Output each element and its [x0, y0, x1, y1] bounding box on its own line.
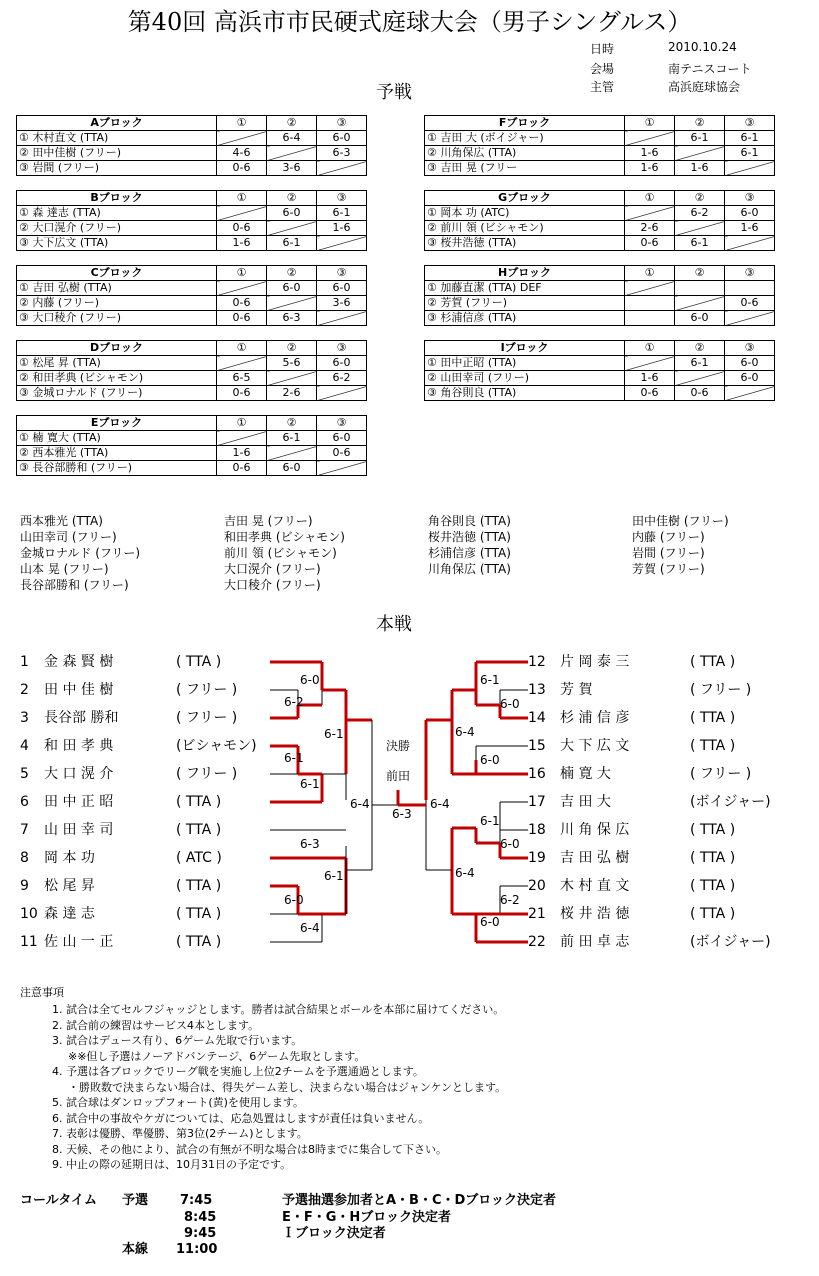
block-player: ② 前川 領 (ビシャモン)	[425, 221, 625, 236]
player-club: ( フリー )	[690, 766, 752, 782]
bracket-score: 6-1	[284, 751, 304, 765]
player-club: ( フリー )	[176, 682, 238, 698]
col-header: ②	[267, 191, 317, 206]
block-score	[725, 386, 775, 401]
draw-list-item: 芳賀 (フリー)	[632, 562, 705, 576]
block-score: 6-0	[267, 281, 317, 296]
block-player: ② 山田幸司 (フリー)	[425, 371, 625, 386]
col-header: ①	[217, 341, 267, 356]
block-score	[267, 221, 317, 236]
player-club: ( TTA )	[176, 654, 222, 670]
block-score	[675, 221, 725, 236]
player-no: 2	[20, 682, 29, 698]
player-name: 楠 寛 大	[560, 766, 611, 782]
player-club: (ビシャモン)	[176, 738, 257, 754]
block-player: ② 川角保広 (TTA)	[425, 146, 625, 161]
block-score: 6-2	[675, 206, 725, 221]
player-club: ( フリー )	[176, 766, 238, 782]
player-no: 15	[528, 738, 546, 754]
block-score: 2-6	[267, 386, 317, 401]
draw-list-item: 桜井浩徳 (TTA)	[428, 530, 511, 544]
col-header: ②	[675, 341, 725, 356]
block-player: ③ 岩間 (フリー)	[17, 161, 217, 176]
col-header: ①	[625, 191, 675, 206]
player-name: 大 下 広 文	[560, 738, 630, 754]
col-header: ①	[217, 416, 267, 431]
block-score: 0-6	[217, 161, 267, 176]
col-header: ②	[675, 191, 725, 206]
block-score: 0-6	[317, 446, 367, 461]
block-player: ③ 大下広文 (TTA)	[17, 236, 217, 251]
bracket-score: 6-1	[480, 814, 500, 828]
block-score	[625, 311, 675, 326]
block-score: 0-6	[217, 311, 267, 326]
player-no: 11	[20, 934, 38, 950]
bracket-score: 6-4	[455, 866, 475, 880]
block-score: 6-1	[675, 356, 725, 371]
block-score	[217, 206, 267, 221]
draw-list-col-2	[224, 513, 345, 593]
player-club: ( フリー )	[176, 710, 238, 726]
bracket-score: 6-0	[500, 837, 520, 851]
player-no: 9	[20, 878, 29, 894]
bracket-score: 6-0	[300, 673, 320, 687]
player-name: 吉 田 弘 樹	[560, 850, 630, 866]
note-item: 5. 試合球はダンロップフォート(黄)を使用します。	[52, 1096, 305, 1109]
col-header: ①	[217, 191, 267, 206]
player-name: 大 口 滉 介	[44, 766, 114, 782]
block-score	[625, 356, 675, 371]
block-player: ③ 金城ロナルド (フリー)	[17, 386, 217, 401]
draw-list-item: 西本雅光 (TTA)	[20, 514, 103, 528]
block-table-e	[16, 415, 367, 476]
block-score: 6-1	[675, 131, 725, 146]
col-header: ①	[217, 116, 267, 131]
calltime-desc: 予選抽選参加者とA・B・C・Dブロック決定者	[282, 1193, 557, 1208]
draw-list-item: 大口滉介 (フリー)	[224, 562, 321, 576]
block-name: Eブロック	[17, 416, 217, 431]
info-label-venue: 会場	[590, 62, 615, 76]
note-item: ・勝敗数で決まらない場合は、得失ゲーム差し、決まらない場合はジャンケンとします。	[68, 1080, 507, 1094]
block-score	[317, 236, 367, 251]
player-no: 6	[20, 794, 29, 810]
note-item: 3. 試合はデュース有り、6ゲーム先取で行います。	[52, 1034, 303, 1047]
block-player: ① 楠 寛大 (TTA)	[17, 431, 217, 446]
block-table-d	[16, 340, 367, 401]
block-player: ① 木村直文 (TTA)	[17, 131, 217, 146]
tournament-bracket	[0, 640, 819, 960]
block-player: ② 大口滉介 (フリー)	[17, 221, 217, 236]
col-header: ①	[625, 116, 675, 131]
player-club: ( TTA )	[176, 878, 222, 894]
block-player: ① 森 達志 (TTA)	[17, 206, 217, 221]
player-no: 17	[528, 794, 546, 810]
block-score	[267, 371, 317, 386]
prelim-title: 予戦	[376, 82, 412, 103]
final-score: 6-3	[392, 807, 412, 821]
block-score: 6-0	[675, 311, 725, 326]
block-score	[267, 146, 317, 161]
player-club: ( ATC )	[176, 850, 222, 866]
info-value-venue: 南テニスコート	[668, 62, 752, 76]
block-score	[725, 161, 775, 176]
block-table-a	[16, 115, 367, 176]
player-no: 3	[20, 710, 29, 726]
block-score: 0-6	[217, 461, 267, 476]
block-score	[675, 371, 725, 386]
block-score: 6-0	[725, 356, 775, 371]
draw-list-item: 金城ロナルド (フリー)	[20, 546, 141, 560]
player-name: 片 岡 泰 三	[560, 654, 630, 670]
player-name: 前 田 卓 志	[560, 934, 630, 950]
draw-list-col-3	[428, 513, 511, 577]
block-score: 0-6	[625, 386, 675, 401]
block-score: 6-0	[317, 431, 367, 446]
note-item: 4. 予選は各ブロックでリーグ戦を実施し上位2チームを予選通過とします。	[52, 1065, 424, 1078]
block-player: ① 加藤直潔 (TTA) DEF	[425, 281, 625, 296]
block-score: 1-6	[625, 161, 675, 176]
block-score: 6-3	[317, 146, 367, 161]
calltime-time: 7:45	[180, 1193, 213, 1208]
block-table-f	[424, 115, 775, 176]
draw-list-item: 前川 領 (ビシャモン)	[224, 546, 337, 560]
block-score: 6-1	[267, 431, 317, 446]
info-label-date: 日時	[590, 42, 615, 56]
calltime-desc: Ｉブロック決定者	[282, 1226, 386, 1241]
info-value-organizer: 高浜庭球協会	[668, 80, 741, 94]
block-score: 6-0	[317, 131, 367, 146]
bracket-score: 6-1	[480, 673, 500, 687]
block-name: Dブロック	[17, 341, 217, 356]
block-score	[675, 296, 725, 311]
info-value-date: 2010.10.24	[668, 40, 737, 54]
bracket-score: 6-0	[500, 697, 520, 711]
calltime-desc: E・F・G・Hブロック決定者	[282, 1210, 452, 1225]
player-club: ( TTA )	[690, 654, 736, 670]
champion-name: 前田	[386, 769, 411, 783]
block-score	[625, 281, 675, 296]
col-header: ③	[317, 116, 367, 131]
block-player: ③ 吉田 晃 (フリー	[425, 161, 625, 176]
note-item: 8. 天候、その他により、試合の有無が不明な場合は8時までに集合して下さい。	[52, 1142, 447, 1156]
player-name: 和 田 孝 典	[44, 738, 114, 754]
calltime-final-time: 11:00	[176, 1242, 218, 1257]
player-club: ( TTA )	[690, 710, 736, 726]
player-no: 8	[20, 850, 29, 866]
player-name: 金 森 賢 樹	[44, 654, 114, 670]
col-header: ②	[267, 341, 317, 356]
block-player: ③ 杉浦信彦 (TTA)	[425, 311, 625, 326]
player-name: 松 尾 昇	[44, 878, 95, 894]
block-player: ① 田中正昭 (TTA)	[425, 356, 625, 371]
player-name: 岡 本 功	[44, 850, 95, 866]
player-no: 22	[528, 934, 546, 950]
block-player: ① 吉田 弘樹 (TTA)	[17, 281, 217, 296]
draw-list-item: 山田幸司 (フリー)	[20, 530, 117, 544]
note-item: 2. 試合前の練習はサービス4本とします。	[52, 1018, 260, 1032]
block-name: Aブロック	[17, 116, 217, 131]
block-score	[675, 146, 725, 161]
page-title: 第40回 高浜市市民硬式庭球大会（男子シングルス）	[127, 8, 692, 36]
col-header: ②	[267, 416, 317, 431]
block-player: ① 吉田 大 (ボイジャー)	[425, 131, 625, 146]
col-header: ②	[267, 116, 317, 131]
bracket-score: 6-4	[300, 921, 320, 935]
block-score: 6-1	[317, 206, 367, 221]
block-score: 6-1	[675, 236, 725, 251]
col-header: ①	[217, 266, 267, 281]
block-score: 6-0	[725, 371, 775, 386]
block-player: ③ 長谷部勝和 (フリー)	[17, 461, 217, 476]
player-no: 21	[528, 906, 546, 922]
player-club: ( TTA )	[690, 738, 736, 754]
block-player: ① 岡本 功 (ATC)	[425, 206, 625, 221]
block-score: 6-1	[725, 146, 775, 161]
player-name: 田 中 正 昭	[44, 794, 114, 810]
block-score: 6-0	[267, 461, 317, 476]
player-name: 吉 田 大	[560, 794, 611, 810]
bracket-score: 6-4	[430, 797, 450, 811]
block-name: Cブロック	[17, 266, 217, 281]
block-score	[675, 281, 725, 296]
player-no: 16	[528, 766, 546, 782]
calltime-final-label: 本線	[122, 1242, 149, 1257]
block-score: 6-1	[267, 236, 317, 251]
block-table-b	[16, 190, 367, 251]
player-club: (ボイジャー)	[690, 794, 771, 810]
draw-list-item: 内藤 (フリー)	[632, 530, 705, 544]
player-name: 杉 浦 信 彦	[560, 710, 630, 726]
block-score	[317, 386, 367, 401]
bracket-score: 6-1	[324, 727, 344, 741]
block-name: Hブロック	[425, 266, 625, 281]
col-header: ③	[317, 191, 367, 206]
block-score	[725, 281, 775, 296]
block-score	[625, 296, 675, 311]
draw-list-item: 長谷部勝和 (フリー)	[20, 578, 129, 592]
bracket-score: 6-0	[284, 893, 304, 907]
block-score	[625, 131, 675, 146]
block-name: Fブロック	[425, 116, 625, 131]
col-header: ③	[725, 116, 775, 131]
block-score: 2-6	[625, 221, 675, 236]
block-score: 4-6	[217, 146, 267, 161]
block-table-i	[424, 340, 775, 401]
draw-list-col-1	[20, 513, 140, 593]
bracket-score: 6-2	[284, 695, 304, 709]
block-score	[217, 431, 267, 446]
note-item: 1. 試合は全てセルフジャッジとします。勝者は試合結果とボールを本部に届けてください。	[52, 1003, 505, 1016]
bracket-score: 6-1	[324, 869, 344, 883]
draw-list-item: 田中佳樹 (フリー)	[632, 514, 729, 528]
col-header: ③	[317, 341, 367, 356]
player-club: ( TTA )	[176, 794, 222, 810]
block-score: 5-6	[267, 356, 317, 371]
draw-list-item: 角谷則良 (TTA)	[428, 514, 511, 528]
block-score: 3-6	[317, 296, 367, 311]
player-no: 1	[20, 654, 29, 670]
player-club: (ボイジャー)	[690, 934, 771, 950]
draw-list-item: 杉浦信彦 (TTA)	[428, 546, 511, 560]
block-name: Bブロック	[17, 191, 217, 206]
block-player: ③ 大口稜介 (フリー)	[17, 311, 217, 326]
bracket-score: 6-0	[480, 915, 500, 929]
note-item: ※※但し予選はノーアドバンテージ、6ゲーム先取とします。	[68, 1049, 366, 1063]
col-header: ③	[725, 191, 775, 206]
draw-list-item: 大口稜介 (フリー)	[224, 578, 321, 592]
draw-list-item: 和田孝典 (ビシャモン)	[224, 530, 345, 544]
col-header: ③	[317, 416, 367, 431]
block-score: 1-6	[675, 161, 725, 176]
bracket-score: 6-3	[300, 837, 320, 851]
block-score: 0-6	[725, 296, 775, 311]
block-table-c	[16, 265, 367, 326]
player-name: 佐 山 一 正	[44, 934, 114, 950]
block-score	[317, 161, 367, 176]
notes-title: 注意事項	[20, 986, 64, 999]
block-score: 6-0	[267, 206, 317, 221]
block-player: ③ 角谷則良 (TTA)	[425, 386, 625, 401]
block-player: ② 西本雅光 (TTA)	[17, 446, 217, 461]
player-name: 芳 賀	[560, 682, 593, 698]
block-score: 3-6	[267, 161, 317, 176]
block-score: 1-6	[217, 446, 267, 461]
block-score: 6-5	[217, 371, 267, 386]
player-name: 川 角 保 広	[560, 822, 630, 838]
player-club: ( TTA )	[176, 906, 222, 922]
block-score: 1-6	[625, 371, 675, 386]
player-no: 18	[528, 822, 546, 838]
draw-list-item: 吉田 晃 (フリー)	[224, 514, 313, 528]
player-no: 12	[528, 654, 546, 670]
player-name: 長谷部 勝和	[44, 710, 119, 726]
block-score	[725, 311, 775, 326]
block-score	[267, 296, 317, 311]
block-score: 6-0	[317, 281, 367, 296]
player-name: 田 中 佳 樹	[44, 682, 114, 698]
block-player: ② 芳賀 (フリー)	[425, 296, 625, 311]
bracket-score: 6-4	[350, 797, 370, 811]
block-score: 0-6	[217, 221, 267, 236]
player-club: ( TTA )	[176, 934, 222, 950]
player-no: 4	[20, 738, 29, 754]
bracket-score: 6-4	[455, 725, 475, 739]
block-player: ③ 桜井浩徳 (TTA)	[425, 236, 625, 251]
player-club: ( フリー )	[690, 682, 752, 698]
bracket-score: 6-1	[300, 777, 320, 791]
block-score	[625, 206, 675, 221]
block-score: 0-6	[625, 236, 675, 251]
notes-list	[52, 1002, 506, 1173]
note-item: 7. 表彰は優勝、準優勝、第3位(2チーム)とします。	[52, 1127, 308, 1140]
col-header: ②	[267, 266, 317, 281]
note-item: 6. 試合中の事故やケガについては、応急処置はしますが責任は負いません。	[52, 1111, 430, 1125]
block-score: 6-2	[317, 371, 367, 386]
block-name: Iブロック	[425, 341, 625, 356]
final-title: 本戦	[376, 614, 412, 635]
draw-list-item: 山本 晃 (フリー)	[20, 562, 109, 576]
block-score: 6-1	[725, 131, 775, 146]
player-club: ( TTA )	[690, 906, 736, 922]
player-club: ( TTA )	[690, 822, 736, 838]
block-score	[217, 356, 267, 371]
note-item: 9. 中止の際の延期日は、10月31日の予定です。	[52, 1158, 292, 1171]
calltime-prelim-label: 予選	[122, 1193, 149, 1208]
block-player: ② 田中佳樹 (フリー)	[17, 146, 217, 161]
block-player: ① 松尾 昇 (TTA)	[17, 356, 217, 371]
draw-list-item: 川角保広 (TTA)	[428, 562, 511, 576]
block-player: ② 和田孝典 (ビシャモン)	[17, 371, 217, 386]
block-score: 1-6	[625, 146, 675, 161]
block-player: ② 内藤 (フリー)	[17, 296, 217, 311]
player-no: 13	[528, 682, 546, 698]
block-table-h	[424, 265, 775, 326]
col-header: ③	[317, 266, 367, 281]
draw-list-item: 岩間 (フリー)	[632, 546, 705, 560]
col-header: ③	[725, 341, 775, 356]
calltime-time: 9:45	[184, 1226, 217, 1241]
player-no: 7	[20, 822, 29, 838]
block-score: 0-6	[217, 386, 267, 401]
block-score: 1-6	[725, 221, 775, 236]
block-score: 6-3	[267, 311, 317, 326]
block-score: 0-6	[217, 296, 267, 311]
player-name: 桜 井 浩 徳	[560, 906, 630, 922]
col-header: ①	[625, 266, 675, 281]
block-score: 6-0	[317, 356, 367, 371]
player-no: 19	[528, 850, 546, 866]
player-name: 森 達 志	[44, 906, 95, 922]
bracket-score: 6-2	[500, 893, 520, 907]
calltime-time: 8:45	[184, 1210, 217, 1225]
draw-list-col-4	[632, 513, 729, 577]
block-score: 6-0	[725, 206, 775, 221]
block-score	[267, 446, 317, 461]
bracket-score: 6-0	[480, 753, 500, 767]
player-club: ( TTA )	[176, 822, 222, 838]
player-no: 5	[20, 766, 29, 782]
col-header: ③	[725, 266, 775, 281]
player-no: 10	[20, 906, 38, 922]
block-score	[217, 281, 267, 296]
info-label-organizer: 主管	[590, 80, 615, 94]
col-header: ①	[625, 341, 675, 356]
block-name: Gブロック	[425, 191, 625, 206]
block-score: 6-4	[267, 131, 317, 146]
player-no: 14	[528, 710, 546, 726]
col-header: ②	[675, 266, 725, 281]
block-score	[217, 131, 267, 146]
block-score	[317, 311, 367, 326]
player-name: 木 村 直 文	[560, 878, 630, 894]
player-club: ( TTA )	[690, 878, 736, 894]
player-club: ( TTA )	[690, 850, 736, 866]
block-table-g	[424, 190, 775, 251]
player-name: 山 田 幸 司	[44, 822, 114, 838]
block-score	[725, 236, 775, 251]
final-label: 決勝	[386, 739, 411, 753]
col-header: ②	[675, 116, 725, 131]
block-score: 1-6	[217, 236, 267, 251]
calltime-label: コールタイム	[20, 1193, 97, 1208]
block-score	[317, 461, 367, 476]
player-no: 20	[528, 878, 546, 894]
block-score: 0-6	[675, 386, 725, 401]
block-score: 1-6	[317, 221, 367, 236]
